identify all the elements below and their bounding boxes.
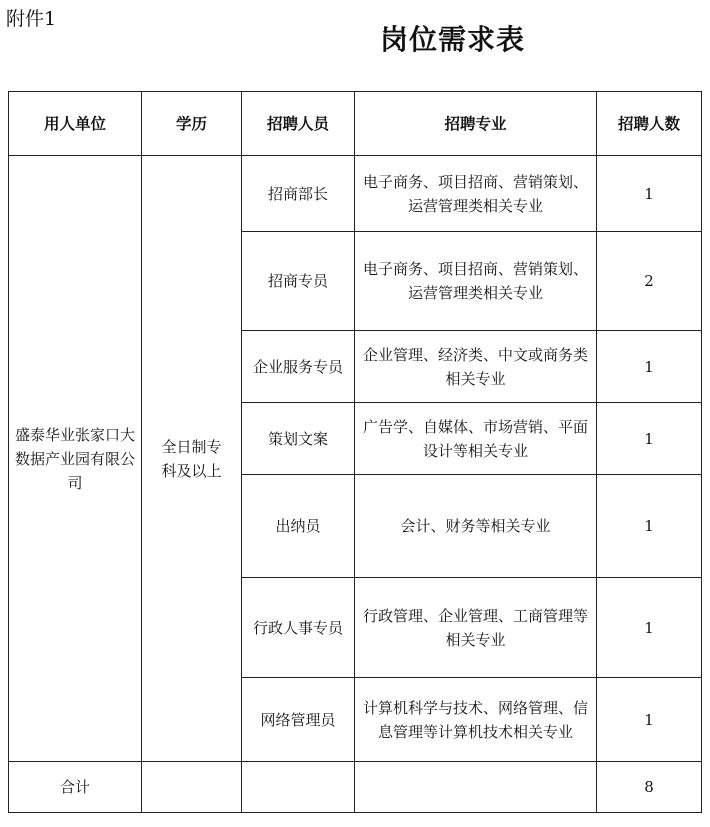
major-cell: 行政管理、企业管理、工商管理等相关专业 <box>355 578 597 678</box>
total-empty-cell <box>242 762 355 813</box>
count-cell: 1 <box>597 156 702 232</box>
total-row <box>9 762 702 813</box>
employer-cell: 盛泰华业张家口大数据产业园有限公司 <box>9 156 142 762</box>
count-cell: 1 <box>597 403 702 475</box>
major-cell: 电子商务、项目招商、营销策划、运营管理类相关专业 <box>355 156 597 232</box>
position-cell: 招商部长 <box>242 156 355 232</box>
count-cell: 2 <box>597 232 702 331</box>
header-position: 招聘人员 <box>242 92 355 156</box>
major-cell: 计算机科学与技术、网络管理、信息管理等计算机技术相关专业 <box>355 678 597 762</box>
position-cell: 行政人事专员 <box>242 578 355 678</box>
total-empty-cell <box>355 762 597 813</box>
position-cell: 策划文案 <box>242 403 355 475</box>
major-cell: 广告学、自媒体、市场营销、平面设计等相关专业 <box>355 403 597 475</box>
header-major: 招聘专业 <box>355 92 597 156</box>
count-cell: 1 <box>597 331 702 403</box>
position-cell: 企业服务专员 <box>242 331 355 403</box>
table-row <box>9 156 702 232</box>
count-cell: 1 <box>597 475 702 578</box>
total-count: 8 <box>597 762 702 813</box>
major-cell: 会计、财务等相关专业 <box>355 475 597 578</box>
position-cell: 网络管理员 <box>242 678 355 762</box>
count-cell: 1 <box>597 678 702 762</box>
header-employer: 用人单位 <box>9 92 142 156</box>
total-label: 合计 <box>9 762 142 813</box>
header-count: 招聘人数 <box>597 92 702 156</box>
major-cell: 电子商务、项目招商、营销策划、运营管理类相关专业 <box>355 232 597 331</box>
requirements-table <box>8 91 702 813</box>
total-empty-cell <box>142 762 242 813</box>
major-cell: 企业管理、经济类、中文或商务类相关专业 <box>355 331 597 403</box>
education-cell: 全日制专科及以上 <box>142 156 242 762</box>
position-cell: 招商专员 <box>242 232 355 331</box>
attachment-label: 附件1 <box>6 8 57 30</box>
position-cell: 出纳员 <box>242 475 355 578</box>
page-title: 岗位需求表 <box>380 23 526 56</box>
table-header-row <box>9 92 702 156</box>
count-cell: 1 <box>597 578 702 678</box>
header-education: 学历 <box>142 92 242 156</box>
